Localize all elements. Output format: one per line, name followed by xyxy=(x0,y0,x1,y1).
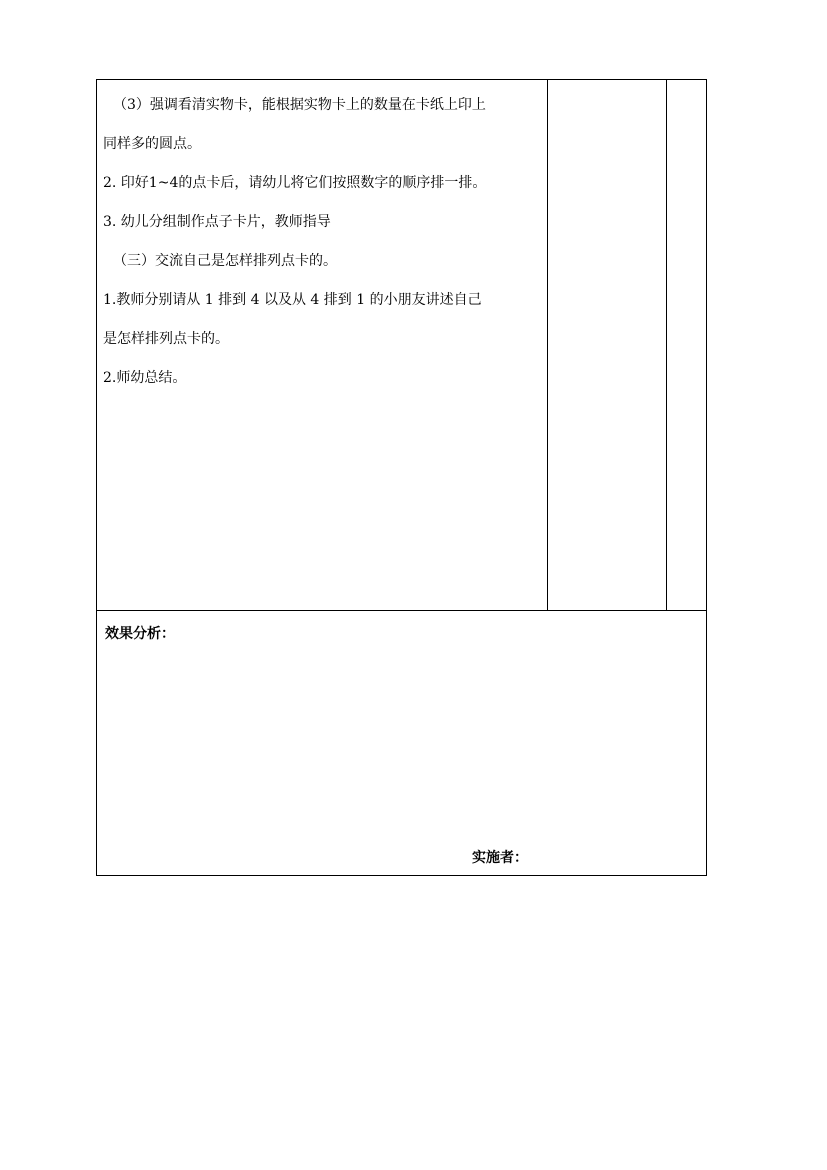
activity-content-cell xyxy=(97,80,548,611)
lesson-plan-table xyxy=(96,79,707,876)
activity-line: 是怎样排列点卡的。 xyxy=(103,331,229,347)
activity-line: 2. 印好1~4的点卡后，请幼儿将它们按照数字的顺序排一排。 xyxy=(103,175,487,191)
activity-line: 同样多的圆点。 xyxy=(103,136,201,152)
analysis-row xyxy=(97,611,707,876)
activity-row xyxy=(97,80,707,611)
effect-analysis-label: 效果分析： xyxy=(105,626,175,642)
activity-content xyxy=(97,80,547,398)
analysis-cell xyxy=(97,611,707,876)
activity-line: （三）交流自己是怎样排列点卡的。 xyxy=(113,253,337,269)
activity-line: 1.教师分别请从 1 排到 4 以及从 4 排到 1 的小朋友讲述自己 xyxy=(103,292,482,308)
activity-line: （3）强调看清实物卡，能根据实物卡上的数量在卡纸上印上 xyxy=(113,97,486,113)
empty-right-cell xyxy=(667,80,707,611)
implementer-label: 实施者： xyxy=(472,850,528,866)
activity-line: 2.师幼总结。 xyxy=(103,370,187,386)
activity-line: 3. 幼儿分组制作点子卡片，教师指导 xyxy=(103,214,331,230)
empty-middle-cell xyxy=(548,80,667,611)
